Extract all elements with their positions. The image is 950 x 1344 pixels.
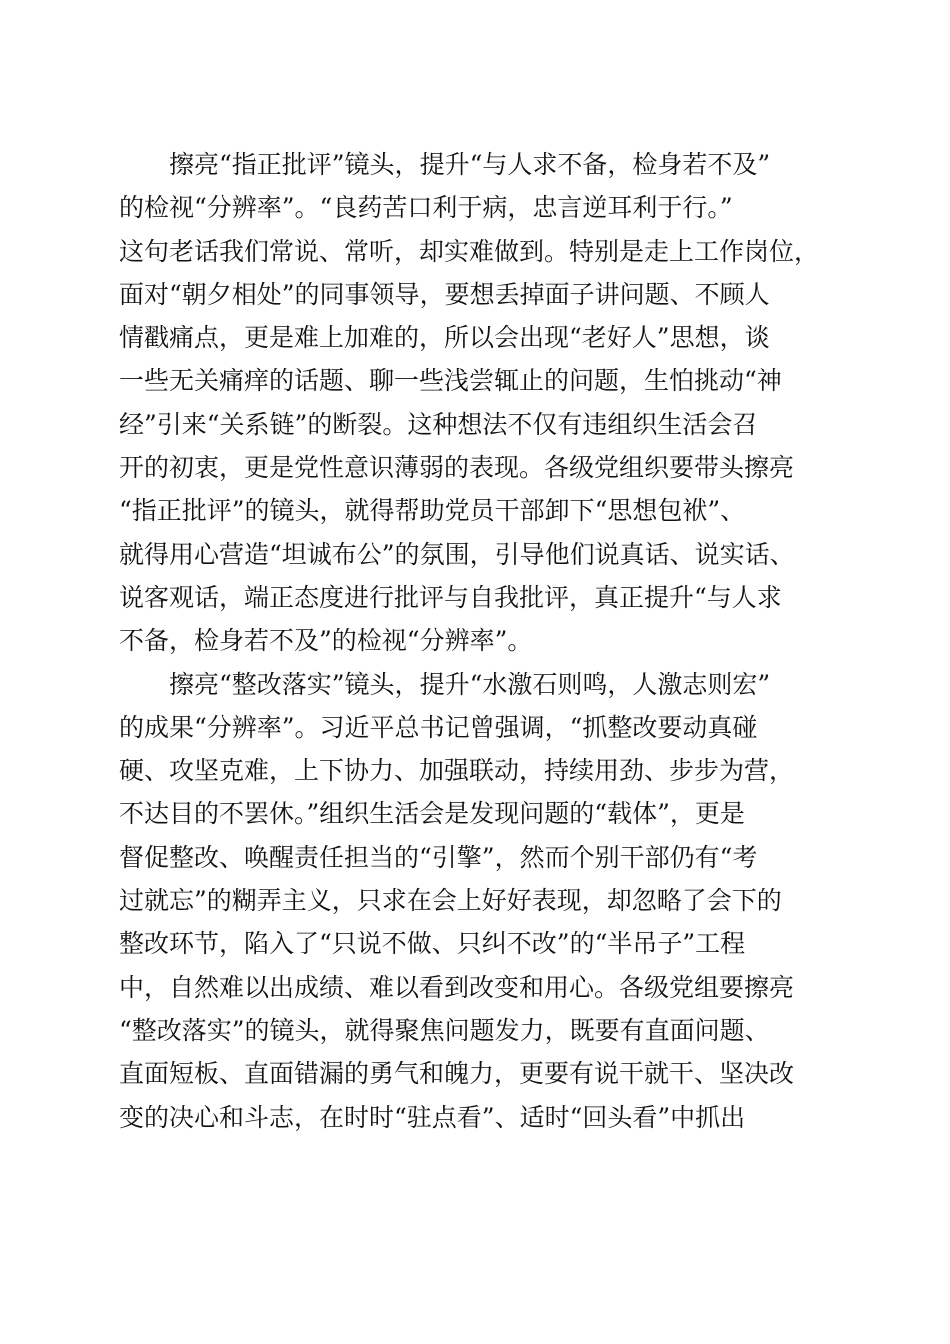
text-line: 开的初衷，更是党性意识薄弱的表现。各级党组织要带头擦亮 — [119, 453, 795, 483]
text-line: 这句老话我们常说、常听，却实难做到。特别是走上工作岗位， — [119, 236, 820, 266]
text-line: 面对“朝夕相处”的同事领导，要想丢掉面子讲问题、不顾人 — [119, 279, 770, 309]
text-line: 过就忘”的糊弄主义，只求在会上好好表现，却忽略了会下的 — [119, 886, 782, 916]
text-line: 直面短板、直面错漏的勇气和魄力，更要有说干就干、坚决改 — [119, 1059, 795, 1089]
text-line: 的检视“分辨率”。“良药苦口利于病，忠言逆耳利于行。” — [119, 193, 733, 223]
text-line: 督促整改、唤醒责任担当的“引擎”，然而个别干部仍有“考 — [119, 842, 758, 872]
body-text — [119, 143, 839, 1139]
text-line: 说客观话，端正态度进行批评与自我批评，真正提升“与人求 — [119, 582, 782, 612]
text-line: 擦亮“指正批评”镜头，提升“与人求不备，检身若不及” — [119, 150, 771, 179]
text-line: 变的决心和斗志，在时时“驻点看”、适时“回头看”中抓出 — [119, 1102, 746, 1132]
text-line: 硬、攻坚克难，上下协力、加强联动，持续用劲、步步为营， — [119, 756, 795, 786]
text-line: 擦亮“整改落实”镜头，提升“水激石则鸣，人激志则宏” — [119, 669, 771, 699]
text-line: “整改落实”的镜头，就得聚焦问题发力，既要有直面问题、 — [119, 1015, 770, 1045]
text-line: “指正批评”的镜头，就得帮助党员干部卸下“思想包袱”、 — [119, 496, 746, 526]
text-line: 中，自然难以出成绩、难以看到改变和用心。各级党组要擦亮 — [119, 972, 795, 1002]
text-line: 情戳痛点，更是难上加难的，所以会出现“老好人”思想，谈 — [119, 323, 770, 353]
text-line: 经”引来“关系链”的断裂。这种想法不仅有违组织生活会召 — [119, 409, 758, 439]
text-line: 不备，检身若不及”的检视“分辨率”。 — [119, 626, 533, 656]
text-line: 就得用心营造“坦诚布公”的氛围，引导他们说真话、说实话、 — [119, 539, 795, 569]
text-line: 整改环节，陷入了“只说不做、只纠不改”的“半吊子”工程 — [119, 929, 746, 959]
text-line: 的成果“分辨率”。习近平总书记曾强调，“抓整改要动真碰 — [119, 712, 758, 742]
text-line: 不达目的不罢休。”组织生活会是发现问题的“载体”，更是 — [119, 799, 745, 829]
text-line: 一些无关痛痒的话题、聊一些浅尝辄止的问题，生怕挑动“神 — [119, 366, 782, 396]
